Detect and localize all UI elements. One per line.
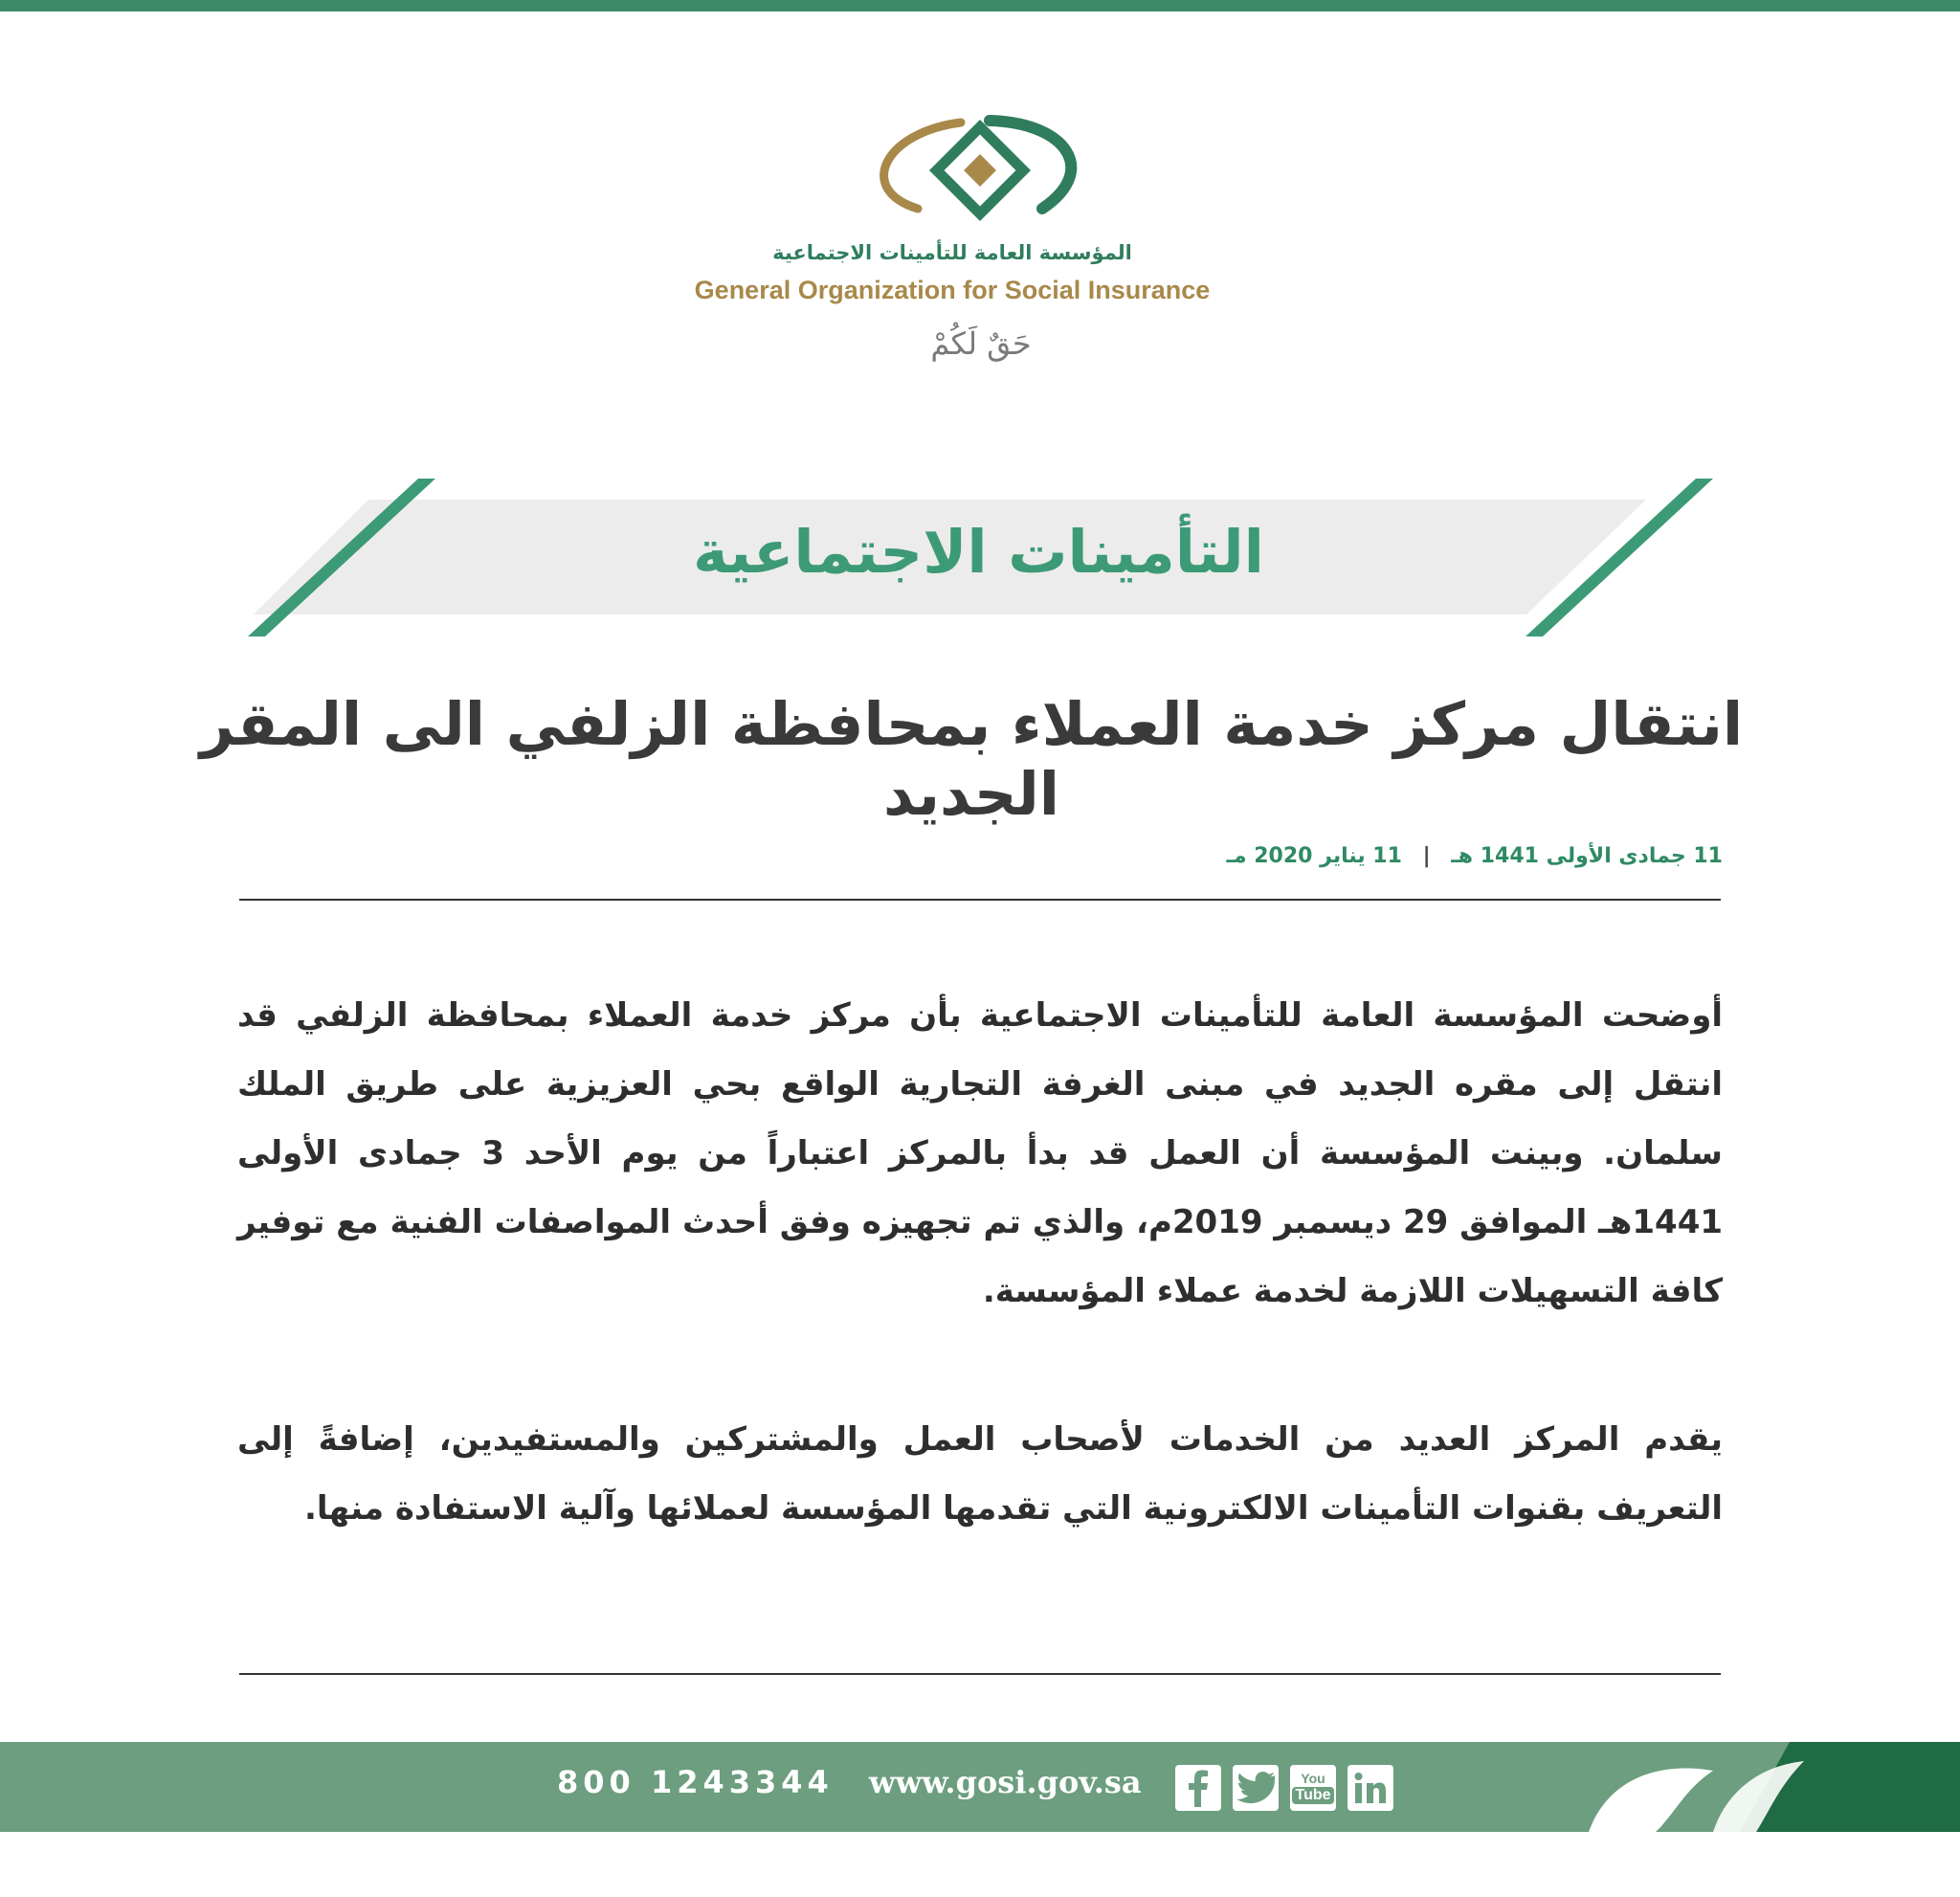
bottom-divider: [239, 1673, 1721, 1675]
banner-title: التأمينات الاجتماعية: [693, 517, 1264, 587]
youtube-label-tube: Tube: [1292, 1787, 1333, 1804]
footer-leaf-decoration: [1570, 1742, 1960, 1832]
phone-number[interactable]: 800 1243344: [557, 1764, 834, 1800]
date-hijri: 11 جمادى الأولى 1441 هـ: [1451, 844, 1723, 868]
body-paragraph-2: [237, 1405, 1723, 1543]
slogan: حَقٌ لَكُمْ: [930, 325, 1032, 362]
news-headline: انتقال مركز خدمة العملاء بمحافظة الزلفي الى المقر الجديد: [199, 689, 1744, 829]
gosi-logo: [846, 113, 1114, 232]
date-row: [1206, 844, 1723, 868]
org-name-arabic: المؤسسة العامة للتأمينات الاجتماعية: [772, 241, 1132, 264]
body-paragraph-1: [237, 981, 1723, 1326]
youtube-label-you: You: [1301, 1771, 1325, 1786]
facebook-icon[interactable]: [1175, 1765, 1221, 1811]
paragraph-2-text: يقدم المركز العديد من الخدمات لأصحاب العمل والمشتركين والمستفيدين، إضافةً إلى التعريف بقنوات التأمينات الالكترونية التي تقدمها المؤسسة لعملائها وآلية الاستفادة منها.: [237, 1420, 1723, 1528]
date-separator: |: [1422, 844, 1431, 868]
youtube-icon[interactable]: [1290, 1765, 1336, 1811]
top-accent-bar: [0, 0, 1960, 11]
org-name-english: General Organization for Social Insurance: [694, 276, 1211, 304]
top-divider: [239, 899, 1721, 901]
website-link[interactable]: www.gosi.gov.sa: [869, 1764, 1142, 1800]
paragraph-1-text: أوضحت المؤسسة العامة للتأمينات الاجتماعية بأن مركز خدمة العملاء بمحافظة الزلفي قد انتقل إلى مقره الجديد في مبنى الغرفة التجارية الواقع بحي العزيزية على طريق الملك سلمان. وبينت المؤسسة أن العمل قد بدأ بالمركز اعتباراً من يوم الأحد 3 جمادى الأولى 1441هـ الموافق 29 ديسمبر 2019م، والذي تم تجهيزه وفق أحدث المواصفات الفنية مع توفير كافة التسهيلات اللازمة لخدمة عملاء المؤسسة.: [237, 996, 1724, 1310]
date-gregorian: 11 يناير 2020 مـ: [1226, 844, 1402, 868]
linkedin-icon[interactable]: [1348, 1765, 1393, 1811]
twitter-icon[interactable]: [1233, 1765, 1279, 1811]
